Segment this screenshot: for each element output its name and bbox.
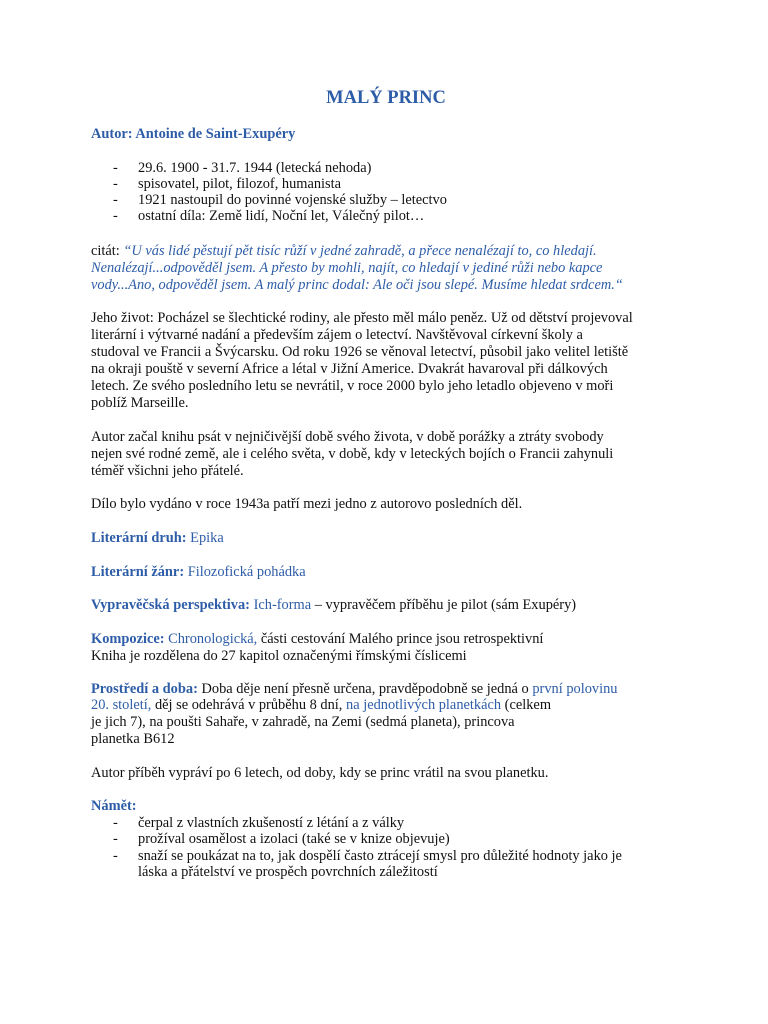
setting-highlight: na jednotlivých planetkách <box>346 697 502 713</box>
bullet-dash: - <box>113 208 118 224</box>
setting-text: děj se odehrává v průběhu 8 dní, <box>154 697 343 713</box>
perspective-line <box>91 597 576 614</box>
bullet-dash: - <box>113 848 118 864</box>
composition-value: Chronologická, <box>168 631 258 647</box>
genre-line <box>91 530 224 547</box>
author-label: Autor: <box>91 126 133 142</box>
quote-text: Nenalézají...odpověděl jsem. A přesto by mohli, najít, co hledají v jediné růži nebo kapce <box>91 260 603 276</box>
setting-line <box>91 697 551 714</box>
setting-text: (celkem <box>504 697 552 713</box>
list-item-text: láska a přátelství ve prospěch povrchních záležitostí <box>138 864 438 880</box>
composition-line-2: Kniha je rozdělena do 27 kapitol označenými římskými číslicemi <box>91 648 467 664</box>
quote-label: citát: <box>91 243 120 259</box>
setting-line <box>91 681 618 698</box>
list-item-text: prožíval osamělost a izolaci (také se v knize objevuje) <box>138 831 450 847</box>
theme-label: Námět: <box>91 798 137 814</box>
paragraph-line: téměř všichni jeho přátelé. <box>91 463 244 479</box>
bullet-dash: - <box>113 815 118 831</box>
paragraph-line: letech. Ze svého posledního letu se nevrátil, v roce 2000 bylo jeho letadlo objeveno v moři <box>91 378 614 394</box>
list-item-text: spisovatel, pilot, filozof, humanista <box>138 176 342 192</box>
list-item-text: 29.6. 1900 - 31.7. 1944 (letecká nehoda) <box>138 160 372 176</box>
subgenre-value: Filozofická pohádka <box>187 564 306 580</box>
perspective-label: Vypravěčská perspektiva: <box>91 597 250 613</box>
paragraph-line: Autor začal knihu psát v nejničivější době svého života, v době porážky a ztráty svobody <box>91 429 604 445</box>
narration-line: Autor příběh vypráví po 6 letech, od doby, kdy se princ vrátil na svou planetku. <box>91 765 549 781</box>
bullet-dash: - <box>113 176 118 192</box>
setting-text: Doba děje není přesně určena, pravděpodobně se jedná o <box>201 681 529 697</box>
published-line: Dílo bylo vydáno v roce 1943a patří mezi jedno z autorovo posledních děl. <box>91 496 523 512</box>
quote-text: “U vás lidé pěstují pět tisíc růží v jedné zahradě, a přece nenalézají to, co hledají. <box>123 243 597 259</box>
perspective-rest: – vypravěčem příběhu je pilot (sám Exupéry) <box>314 597 577 613</box>
setting-highlight: první polovinu <box>532 681 618 697</box>
paragraph-line: poblíž Marseille. <box>91 395 189 411</box>
paragraph-line: Jeho život: Pocházel se šlechtické rodiny, ale přesto měl málo peněz. Už od dětství projevoval <box>91 310 633 326</box>
setting-highlight: 20. století, <box>91 697 152 713</box>
list-item-text: ostatní díla: Země lidí, Noční let, Válečný pilot… <box>138 208 425 224</box>
paragraph-line: studoval ve Francii a Švýcarsku. Od roku 1926 se věnoval letectví, působil jako velitel letiště <box>91 344 629 360</box>
list-item-text: čerpal z vlastních zkušeností z létání a z války <box>138 815 405 831</box>
genre-value: Epika <box>190 530 224 546</box>
paragraph-line: nejen své rodné země, ale i celého světa, v době, kdy v leteckých bojích o Francii zahynuli <box>91 446 614 462</box>
list-item-text: 1921 nastoupil do povinné vojenské služby – letectvo <box>138 192 447 208</box>
genre-label: Literární druh: <box>91 530 187 546</box>
composition-rest: části cestování Malého prince jsou retrospektivní <box>260 631 544 647</box>
list-item-text: snaží se poukázat na to, jak dospělí často ztrácejí smysl pro důležité hodnoty jako je <box>138 848 622 864</box>
setting-line: planetka B612 <box>91 731 175 747</box>
perspective-value: Ich-forma <box>253 597 312 613</box>
paragraph-line: na okraji pouště v severní Africe a létal v Jižní Americe. Dvakrát havaroval při dálkových <box>91 361 608 377</box>
page-title: MALÝ PRINC <box>326 88 446 108</box>
quote-text: vody...Ano, odpověděl jsem. A malý princ dodal: Ale oči jsou slepé. Musíme hledat srdcem.“ <box>91 277 623 293</box>
bullet-dash: - <box>113 192 118 208</box>
author-name: Antoine de Saint-Exupéry <box>135 126 296 142</box>
paragraph-line: literární i výtvarné nadání a především zájem o letectví. Navštěvoval církevní školy a <box>91 327 583 343</box>
subgenre-line <box>91 564 306 581</box>
composition-line <box>91 631 543 648</box>
setting-line: je jich 7), na poušti Sahaře, v zahradě, na Zemi (sedmá planeta), princova <box>91 714 515 730</box>
quote-line <box>91 243 597 260</box>
subgenre-label: Literární žánr: <box>91 564 185 580</box>
setting-label: Prostředí a doba: <box>91 681 198 697</box>
bullet-dash: - <box>113 160 118 176</box>
bullet-dash: - <box>113 831 118 847</box>
author-line <box>91 126 295 143</box>
composition-label: Kompozice: <box>91 631 165 647</box>
